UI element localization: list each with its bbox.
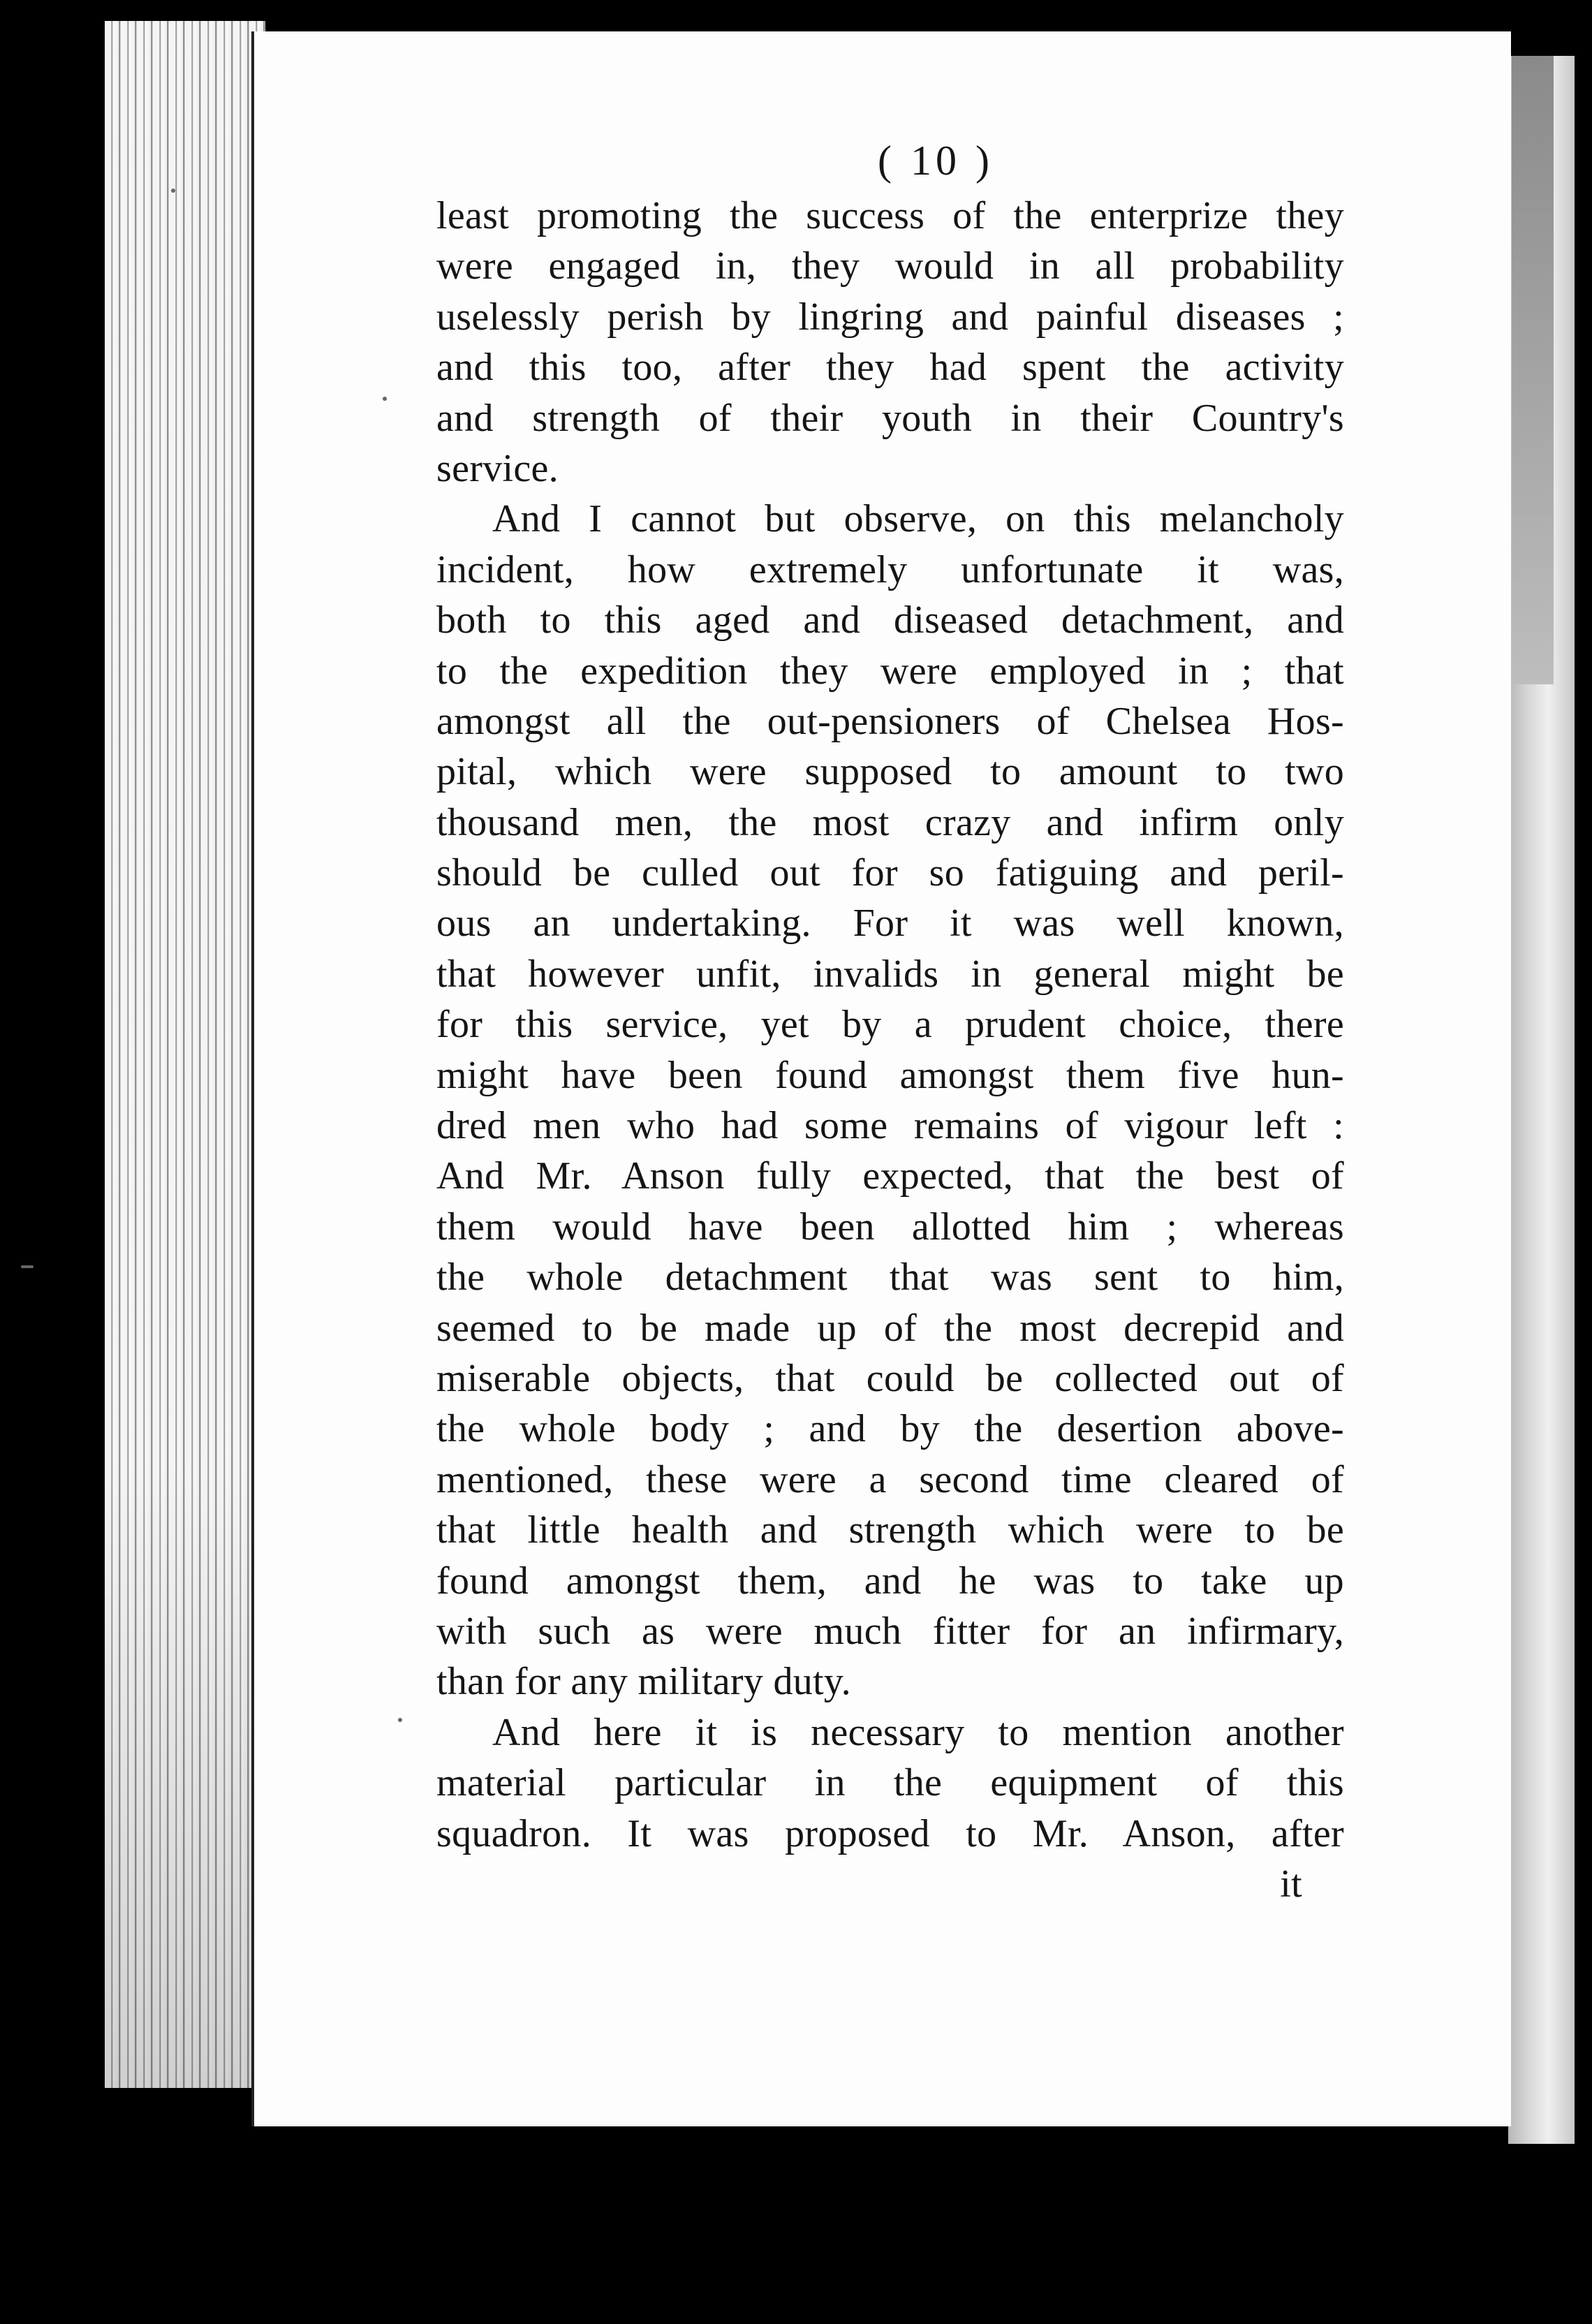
- text-line: for this service, yet by a prudent choice, there: [436, 1003, 1344, 1047]
- text-line: both to this aged and diseased detachment, and: [436, 598, 1344, 642]
- text-line: might have been found amongst them five hun-: [436, 1053, 1344, 1097]
- margin-speck: [383, 397, 387, 401]
- text-line: than for any military duty.: [436, 1660, 851, 1704]
- text-line: least promoting the success of the enterprize they: [436, 194, 1344, 237]
- text-line: found amongst them, and he was to take up: [436, 1559, 1344, 1603]
- text-line: incident, how extremely unfortunate it was,: [436, 547, 1344, 591]
- text-line: thousand men, the most crazy and infirm only: [436, 800, 1344, 844]
- text-line: were engaged in, they would in all probability: [436, 244, 1344, 288]
- text-line: And I cannot but observe, on this melancholy: [492, 497, 1344, 541]
- margin-speck: [21, 1265, 34, 1268]
- page-edge-shadow: [105, 21, 265, 2088]
- text-line: miserable objects, that could be collected out of: [436, 1356, 1344, 1400]
- text-line: dred men who had some remains of vigour left :: [436, 1104, 1344, 1148]
- text-line: that however unfit, invalids in general might be: [436, 952, 1344, 996]
- text-line: And here it is necessary to mention another: [492, 1710, 1344, 1754]
- text-line: the whole detachment that was sent to him,: [436, 1256, 1344, 1300]
- page-text: [436, 129, 1344, 1909]
- text-line: the whole body ; and by the desertion above-: [436, 1407, 1344, 1451]
- text-line: them would have been allotted him ; whereas: [436, 1205, 1344, 1249]
- text-line: mentioned, these were a second time cleared of: [436, 1457, 1344, 1501]
- catchword: it: [1280, 1862, 1302, 1906]
- text-line: material particular in the equipment of this: [436, 1761, 1344, 1805]
- text-line: pital, which were supposed to amount to two: [436, 750, 1344, 794]
- text-line: and strength of their youth in their Country's: [436, 396, 1344, 440]
- margin-speck: [398, 1718, 402, 1722]
- text-line: And Mr. Anson fully expected, that the best of: [436, 1154, 1344, 1198]
- text-line: amongst all the out-pensioners of Chelsea Hos-: [436, 699, 1344, 743]
- text-line: seemed to be made up of the most decrepid and: [436, 1306, 1344, 1350]
- text-line: and this too, after they had spent the activity: [436, 346, 1344, 390]
- text-line: squadron. It was proposed to Mr. Anson, after: [436, 1811, 1344, 1855]
- text-line: with such as were much fitter for an infirmary,: [436, 1609, 1344, 1653]
- page-number: ( 10 ): [878, 138, 994, 184]
- text-line: service.: [436, 446, 559, 490]
- text-line: uselessly perish by lingring and painful diseases ;: [436, 295, 1344, 339]
- text-line: to the expedition they were employed in ; that: [436, 649, 1344, 693]
- text-line: that little health and strength which were to be: [436, 1508, 1344, 1552]
- text-line: ous an undertaking. For it was well known,: [436, 902, 1344, 946]
- margin-speck: [171, 189, 175, 193]
- text-line: should be culled out for so fatiguing and peril-: [436, 851, 1344, 895]
- right-edge-shadow: [1512, 56, 1554, 684]
